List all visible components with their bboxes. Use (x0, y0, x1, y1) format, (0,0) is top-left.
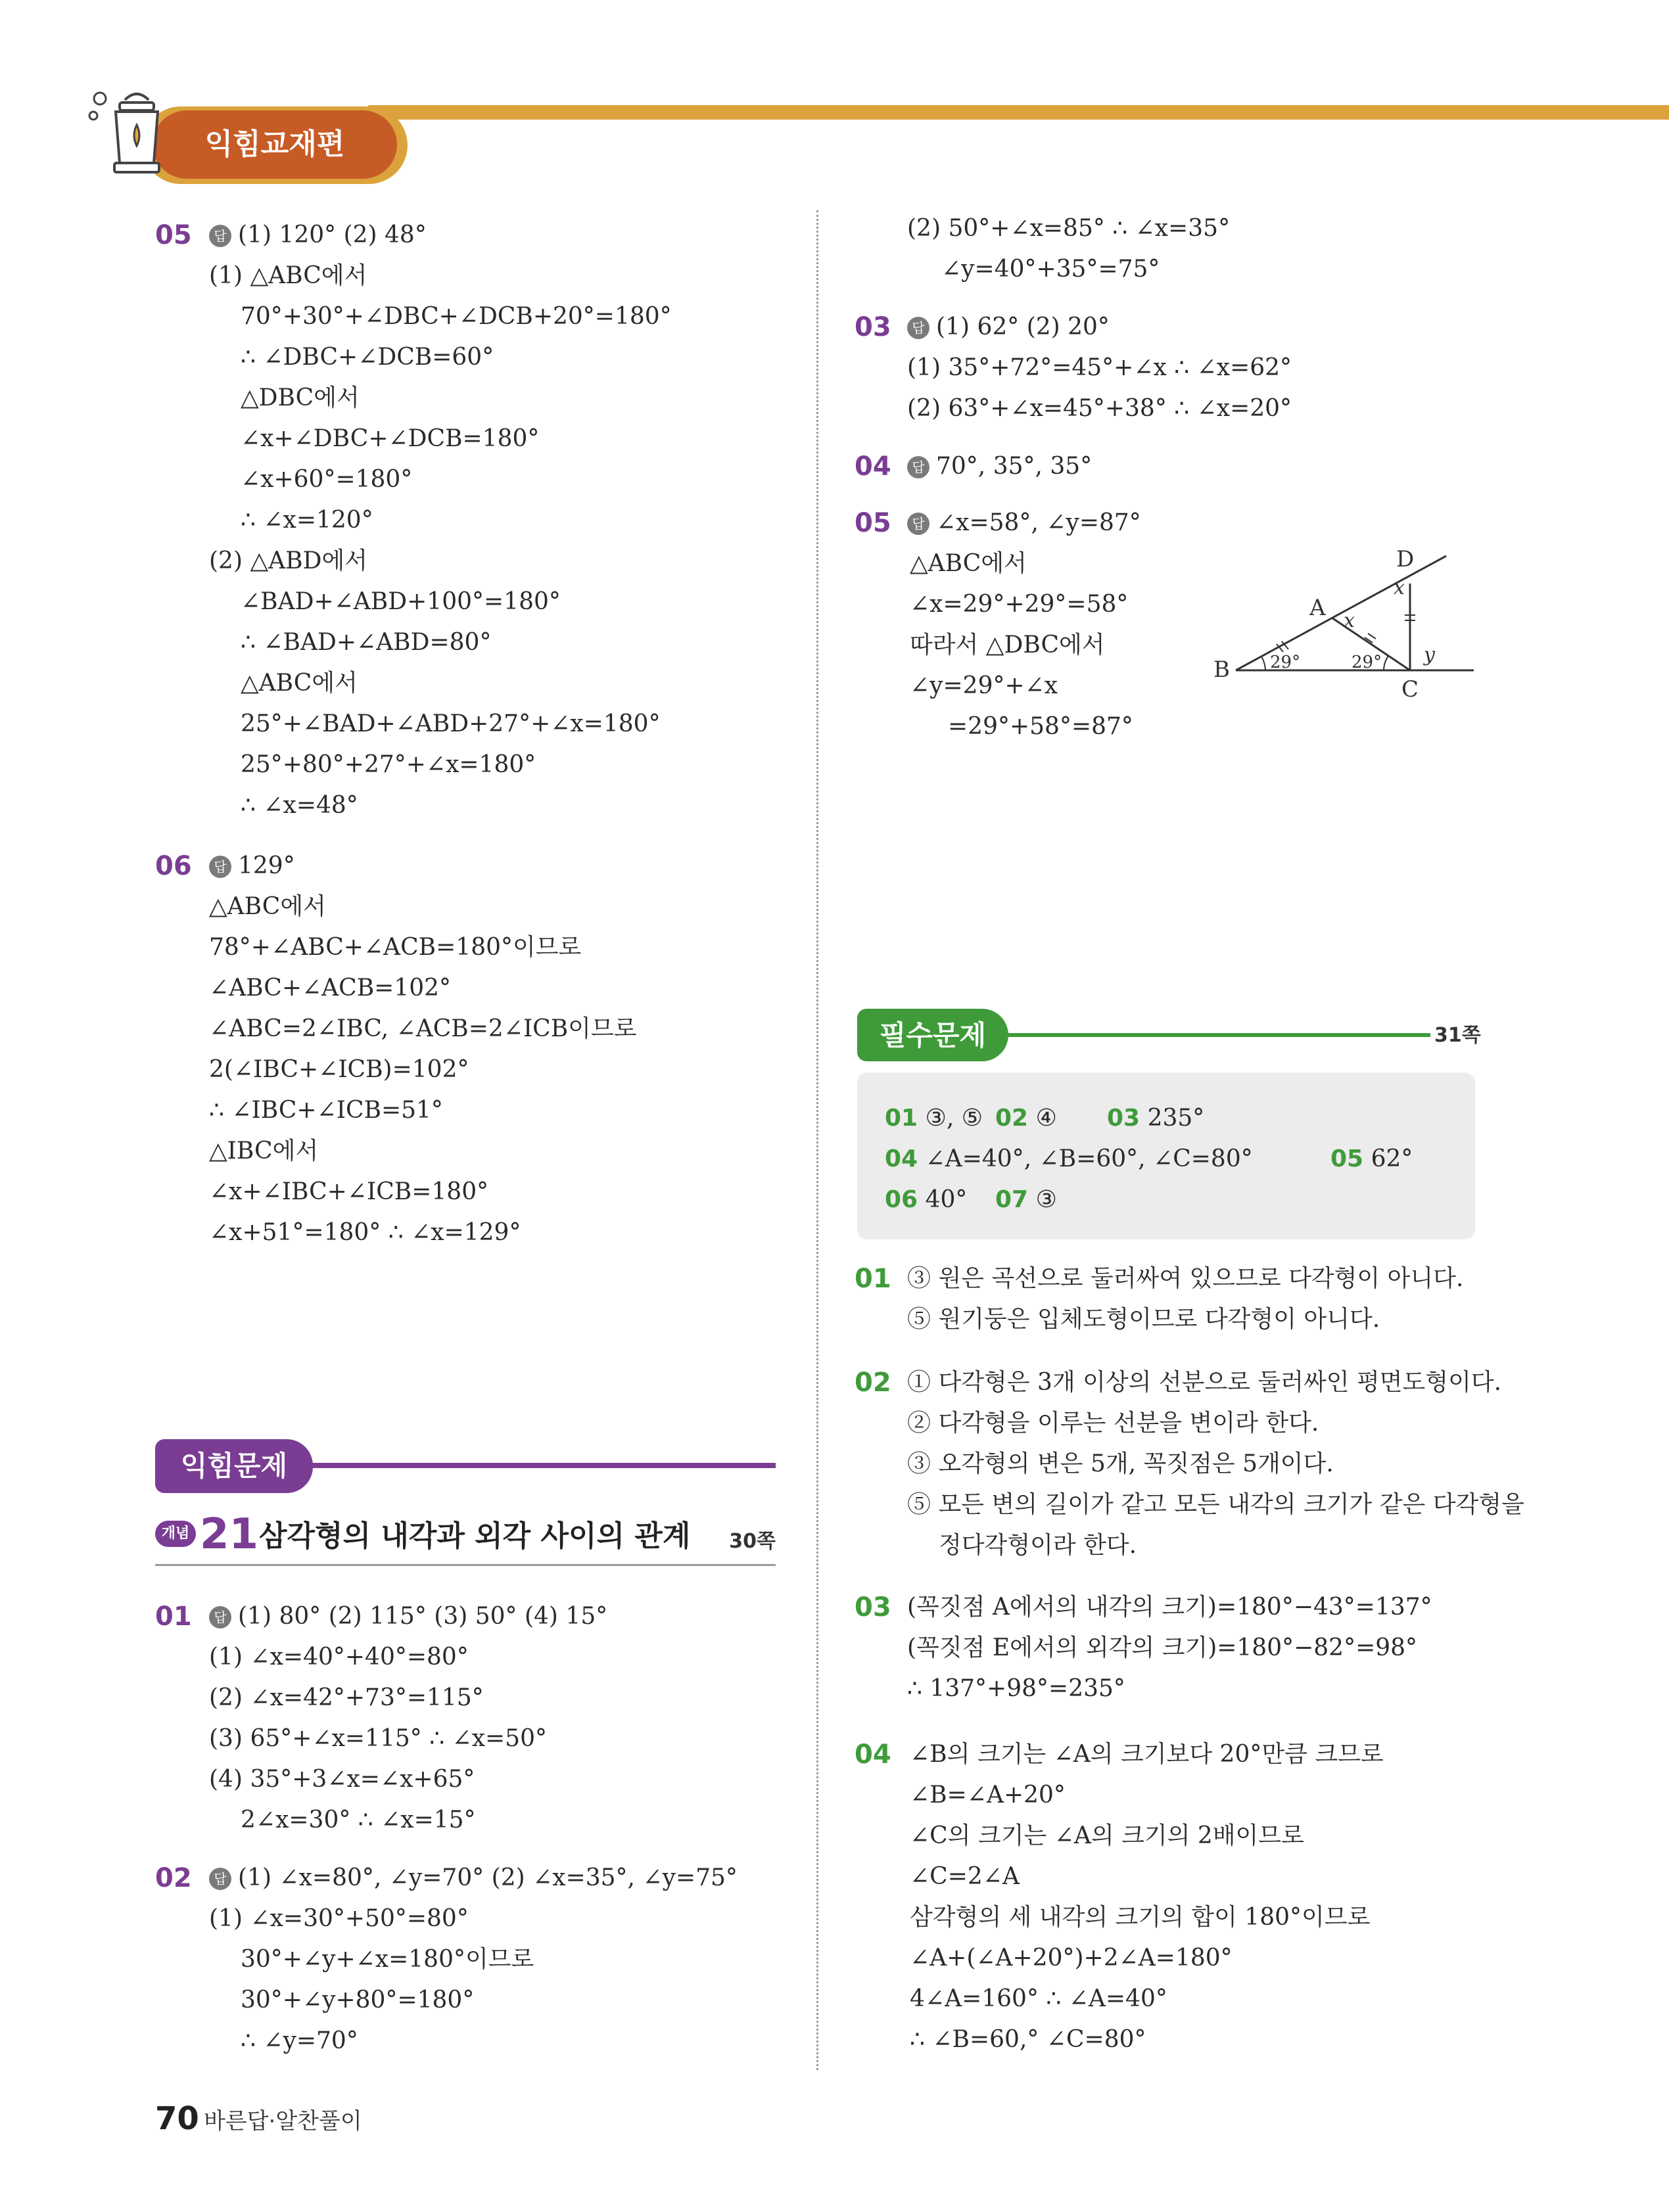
solution-line: 4∠A=160° ∴ ∠A=40° (910, 1985, 1167, 2012)
lantern-icon (85, 85, 171, 184)
solution-line: ∠ABC=2∠IBC, ∠ACB=2∠ICB이므로 (209, 1015, 637, 1042)
answer-badge-icon: 답 (209, 856, 231, 878)
solution-line: △ABC에서 (209, 893, 326, 920)
solution-line: ∴ ∠x=120° (241, 507, 373, 534)
question-number: 01 (155, 1601, 192, 1632)
solution-line: ∠C=2∠A (910, 1863, 1020, 1890)
header-tab: 익힘교재편 (153, 110, 397, 179)
label-a: A (1309, 595, 1326, 621)
solution-line: 정다각형이라 한다. (939, 1532, 1137, 1559)
solution-line: ∴ ∠BAD+∠ABD=80° (241, 629, 492, 656)
solution-line: ∴ ∠DBC+∠DCB=60° (241, 344, 494, 371)
solution-line: ∠x+∠IBC+∠ICB=180° (209, 1178, 489, 1205)
solution-line: 25°+∠BAD+∠ABD+27°+∠x=180° (241, 710, 661, 737)
answer-badge-icon: 답 (209, 1868, 231, 1890)
solution-line: ⑤ 원기둥은 입체도형이므로 다각형이 아니다. (907, 1306, 1380, 1333)
solution-line: ∠x=29°+29°=58° (910, 591, 1129, 618)
solution-line: (3) 65°+∠x=115° ∴ ∠x=50° (209, 1725, 547, 1752)
answer-line: 답 70°, 35°, 35° (907, 452, 1092, 481)
triangle-figure (1210, 545, 1486, 703)
solution-line: ∴ ∠IBC+∠ICB=51° (209, 1097, 443, 1124)
solution-line: 2(∠IBC+∠ICB)=102° (209, 1056, 469, 1083)
solution-line: 78°+∠ABC+∠ACB=180°이므로 (209, 934, 582, 961)
solution-line: (2) 50°+∠x=85° ∴ ∠x=35° (907, 215, 1231, 242)
label-d: D (1396, 546, 1415, 572)
solution-line: 삼각형의 세 내각의 크기의 합이 180°이므로 (910, 1904, 1371, 1931)
summary-row: 02 ④ (995, 1105, 1057, 1132)
solution-line: 30°+∠y+∠x=180°이므로 (241, 1946, 534, 1973)
answer-badge-icon: 답 (907, 317, 929, 339)
solution-line: ② 다각형을 이루는 선분을 변이라 한다. (907, 1410, 1319, 1437)
solution-line: ∴ ∠x=48° (241, 792, 358, 819)
pilsu-label: 필수문제 (857, 1009, 1008, 1061)
solution-line: (1) △ABC에서 (209, 262, 367, 289)
summary-row: 03 235° (1107, 1105, 1205, 1132)
answer-line: 답 129° (209, 852, 295, 881)
solution-line: (4) 35°+3∠x=∠x+65° (209, 1766, 475, 1793)
concept-heading (155, 1511, 776, 1564)
header-gold-bar (368, 105, 1669, 120)
solution-line: (꼭짓점 E에서의 외각의 크기)=180°−82°=98° (907, 1634, 1418, 1661)
answer-badge-icon: 답 (209, 1606, 231, 1628)
answer-badge-icon: 답 (907, 456, 929, 478)
solution-line: △IBC에서 (209, 1138, 319, 1164)
tick-mark (1368, 634, 1376, 639)
concept-number: 21 (200, 1510, 259, 1559)
label-x-at-a: x (1344, 609, 1355, 632)
solution-line: =29°+58°=87° (948, 713, 1133, 740)
solution-line: 30°+∠y+80°=180° (241, 1987, 475, 2014)
question-number: 05 (855, 508, 891, 538)
solution-line: ∠x+60°=180° (241, 466, 413, 493)
solution-line: (2) △ABD에서 (209, 547, 367, 574)
answer-line: 답 (1) ∠x=80°, ∠y=70° (2) ∠x=35°, ∠y=75° (209, 1864, 738, 1893)
pilsu-page-ref: 31쪽 (1430, 1023, 1481, 1049)
summary-row: 07 ③ (995, 1186, 1057, 1213)
angle-arc-c (1384, 656, 1388, 670)
label-b: B (1213, 657, 1230, 683)
question-number: 04 (855, 1740, 891, 1770)
question-number: 03 (855, 312, 891, 342)
page-ref: 30쪽 (729, 1530, 776, 1553)
solution-line: ∠B=∠A+20° (910, 1782, 1066, 1809)
answer-line: 답 (1) 120° (2) 48° (209, 221, 427, 250)
solution-line: △ABC에서 (241, 670, 358, 697)
summary-row: 01 ③, ⑤ (885, 1105, 983, 1132)
answer-line: 답 (1) 80° (2) 115° (3) 50° (4) 15° (209, 1602, 607, 1631)
summary-row: 05 62° (1330, 1145, 1413, 1172)
line-bd (1236, 556, 1446, 670)
solution-line: 따라서 △DBC에서 (910, 632, 1105, 658)
solution-line: ⑤ 모든 변의 길이가 같고 모든 내각의 크기가 같은 다각형을 (907, 1491, 1524, 1518)
summary-row: 06 40° (885, 1186, 968, 1213)
solution-line: ∠ABC+∠ACB=102° (209, 975, 452, 1002)
solution-line: (1) 35°+72°=45°+∠x ∴ ∠x=62° (907, 354, 1292, 381)
summary-row: 04 ∠A=40°, ∠B=60°, ∠C=80° (885, 1145, 1253, 1172)
book-title: 바른답·알찬풀이 (204, 2108, 362, 2134)
answer-line: 답 ∠x=58°, ∠y=87° (907, 509, 1141, 538)
label-angle-c: 29° (1352, 653, 1382, 672)
question-number: 02 (855, 1368, 891, 1398)
solution-line: ① 다각형은 3개 이상의 선분으로 둘러싸인 평면도형이다. (907, 1369, 1502, 1396)
solution-line: ∴ ∠B=60,° ∠C=80° (910, 2026, 1146, 2053)
solution-line: ∠C의 크기는 ∠A의 크기의 2배이므로 (910, 1822, 1304, 1849)
solution-line: ∠A+(∠A+20°)+2∠A=180° (910, 1945, 1233, 1971)
question-number: 06 (155, 851, 192, 881)
question-number: 02 (155, 1863, 192, 1893)
label-x-at-d: x (1394, 576, 1405, 599)
question-number: 03 (855, 1592, 891, 1623)
solution-line: ③ 원은 곡선으로 둘러싸여 있으므로 다각형이 아니다. (907, 1265, 1464, 1292)
solution-line: ∠x+51°=180° ∴ ∠x=129° (209, 1219, 521, 1246)
solution-line: 2∠x=30° ∴ ∠x=15° (241, 1807, 476, 1833)
solution-line: ∠y=40°+35°=75° (941, 256, 1160, 283)
answer-badge-icon: 답 (907, 513, 929, 535)
concept-badge: 개념 (155, 1521, 196, 1547)
solution-line: 25°+80°+27°+∠x=180° (241, 751, 536, 778)
question-number: 01 (855, 1264, 891, 1294)
solution-line: ∠B의 크기는 ∠A의 크기보다 20°만큼 크므로 (910, 1741, 1384, 1768)
column-divider (816, 210, 818, 2070)
label-y: y (1424, 643, 1435, 666)
label-angle-b: 29° (1270, 653, 1301, 672)
solution-line: ③ 오각형의 변은 5개, 꼭짓점은 5개이다. (907, 1450, 1334, 1477)
solution-line: (1) ∠x=30°+50°=80° (209, 1905, 469, 1932)
concept-underline (155, 1564, 776, 1566)
question-number: 04 (855, 451, 891, 482)
concept-title: 삼각형의 내각과 외각 사이의 관계 (259, 1519, 691, 1553)
solution-line: △ABC에서 (910, 550, 1027, 577)
page-number: 70 (155, 2100, 199, 2137)
answer-badge-icon: 답 (209, 225, 231, 247)
solution-line: ∴ 137°+98°=235° (907, 1675, 1125, 1702)
solution-line: 70°+30°+∠DBC+∠DCB+20°=180° (241, 303, 672, 330)
solution-line: ∠y=29°+∠x (910, 672, 1058, 699)
section-label: 익힘문제 (155, 1439, 313, 1493)
label-c: C (1401, 676, 1419, 703)
solution-line: (꼭짓점 A에서의 내각의 크기)=180°−43°=137° (907, 1594, 1432, 1621)
solution-line: △DBC에서 (241, 384, 360, 411)
solution-line: (2) ∠x=42°+73°=115° (209, 1684, 484, 1711)
answer-line: 답 (1) 62° (2) 20° (907, 313, 1110, 342)
angle-arc-b (1261, 657, 1265, 670)
solution-line: ∴ ∠y=70° (241, 2027, 358, 2054)
solution-line: ∠BAD+∠ABD+100°=180° (241, 588, 561, 615)
solution-line: ∠x+∠DBC+∠DCB=180° (241, 425, 540, 452)
question-number: 05 (155, 220, 192, 250)
solution-line: (1) ∠x=40°+40°=80° (209, 1644, 469, 1671)
solution-line: (2) 63°+∠x=45°+38° ∴ ∠x=20° (907, 395, 1292, 422)
